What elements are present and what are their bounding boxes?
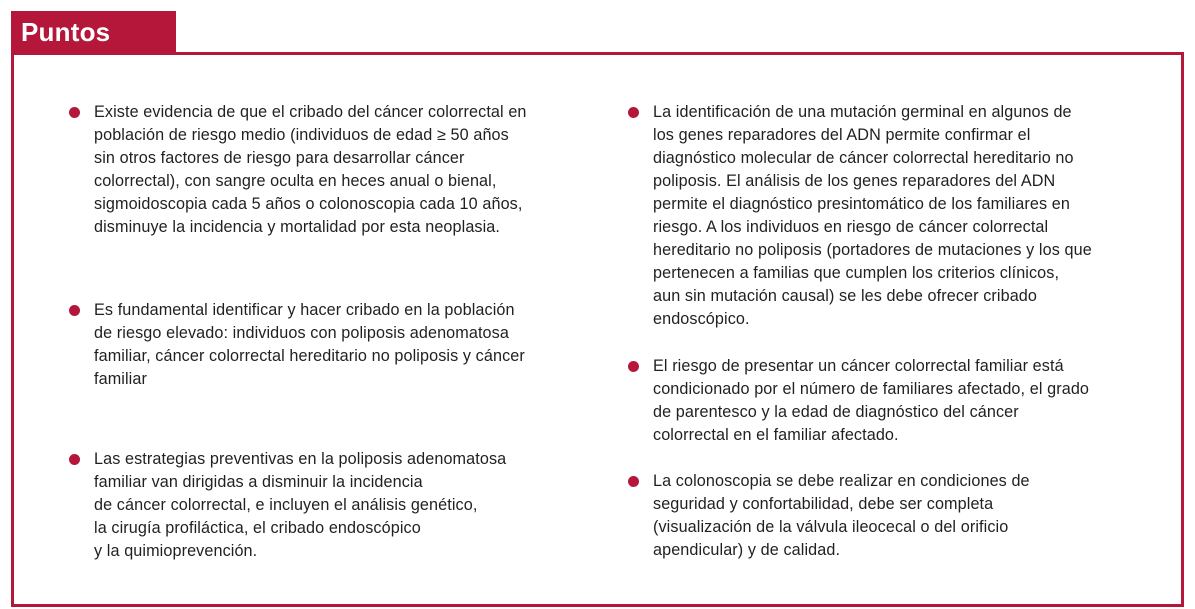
text-line: familiar xyxy=(94,370,147,388)
text-line: endoscópico. xyxy=(653,310,750,328)
text-line: la cirugía profiláctica, el cribado endoscópico xyxy=(94,519,421,537)
text-line: disminuye la incidencia y mortalidad por esta neoplasia. xyxy=(94,218,501,236)
text-line: de cáncer colorrectal, e incluyen el análisis genético, xyxy=(94,496,478,514)
text-line: Existe evidencia de que el cribado del cáncer colorrectal en xyxy=(94,103,527,121)
bullet-dot-icon xyxy=(628,361,639,372)
text-line: y la quimioprevención. xyxy=(94,542,258,560)
text-line: La colonoscopia se debe realizar en condiciones de xyxy=(653,472,1030,490)
bullet-dot-icon xyxy=(628,107,639,118)
text-line: población de riesgo medio (individuos de edad ≥ 50 años xyxy=(94,126,509,144)
bullet-dot-icon xyxy=(628,476,639,487)
text-line: sigmoidoscopia cada 5 años o colonoscopia cada 10 años, xyxy=(94,195,523,213)
text-line: familiar van dirigidas a disminuir la incidencia xyxy=(94,473,423,491)
bullet-dot-icon xyxy=(69,305,80,316)
key-point xyxy=(628,470,1148,562)
text-line: pertenecen a familias que cumplen los criterios clínicos, xyxy=(653,264,1060,282)
text-line: de riesgo elevado: individuos con poliposis adenomatosa xyxy=(94,324,509,342)
text-line: seguridad y confortabilidad, debe ser completa xyxy=(653,495,994,513)
text-line: colorrectal en el familiar afectado. xyxy=(653,426,899,444)
text-line: Las estrategias preventivas en la poliposis adenomatosa xyxy=(94,450,507,468)
bullet-dot-icon xyxy=(69,107,80,118)
key-point xyxy=(69,448,569,563)
text-line: poliposis. El análisis de los genes reparadores del ADN xyxy=(653,172,1056,190)
text-line: familiar, cáncer colorrectal hereditario no poliposis y cáncer xyxy=(94,347,525,365)
key-point xyxy=(628,355,1148,447)
key-point xyxy=(69,101,569,239)
text-line: diagnóstico molecular de cáncer colorrectal hereditario no xyxy=(653,149,1074,167)
text-line: riesgo. A los individuos en riesgo de cáncer colorrectal xyxy=(653,218,1049,236)
text-line: permite el diagnóstico presintomático de los familiares en xyxy=(653,195,1070,213)
text-line: apendicular) y de calidad. xyxy=(653,541,841,559)
bullet-dot-icon xyxy=(69,454,80,465)
text-line: aun sin mutación causal) se les debe ofrecer cribado xyxy=(653,287,1038,305)
text-line: (visualización de la válvula ileocecal o del orificio xyxy=(653,518,1009,536)
section-title: Puntos clave xyxy=(11,11,176,53)
text-line: hereditario no poliposis (portadores de mutaciones y los que xyxy=(653,241,1092,259)
text-line: los genes reparadores del ADN permite confirmar el xyxy=(653,126,1031,144)
key-point xyxy=(69,299,569,391)
text-line: La identificación de una mutación germinal en algunos de xyxy=(653,103,1072,121)
text-line: de parentesco y la edad de diagnóstico del cáncer xyxy=(653,403,1019,421)
text-line: condicionado por el número de familiares afectado, el grado xyxy=(653,380,1090,398)
text-line: colorrectal), con sangre oculta en heces anual o bienal, xyxy=(94,172,497,190)
key-points-box xyxy=(11,52,1184,607)
text-line: sin otros factores de riesgo para desarrollar cáncer xyxy=(94,149,465,167)
text-line: Es fundamental identificar y hacer cribado en la población xyxy=(94,301,515,319)
key-point xyxy=(628,101,1148,331)
text-line: El riesgo de presentar un cáncer colorrectal familiar está xyxy=(653,357,1064,375)
